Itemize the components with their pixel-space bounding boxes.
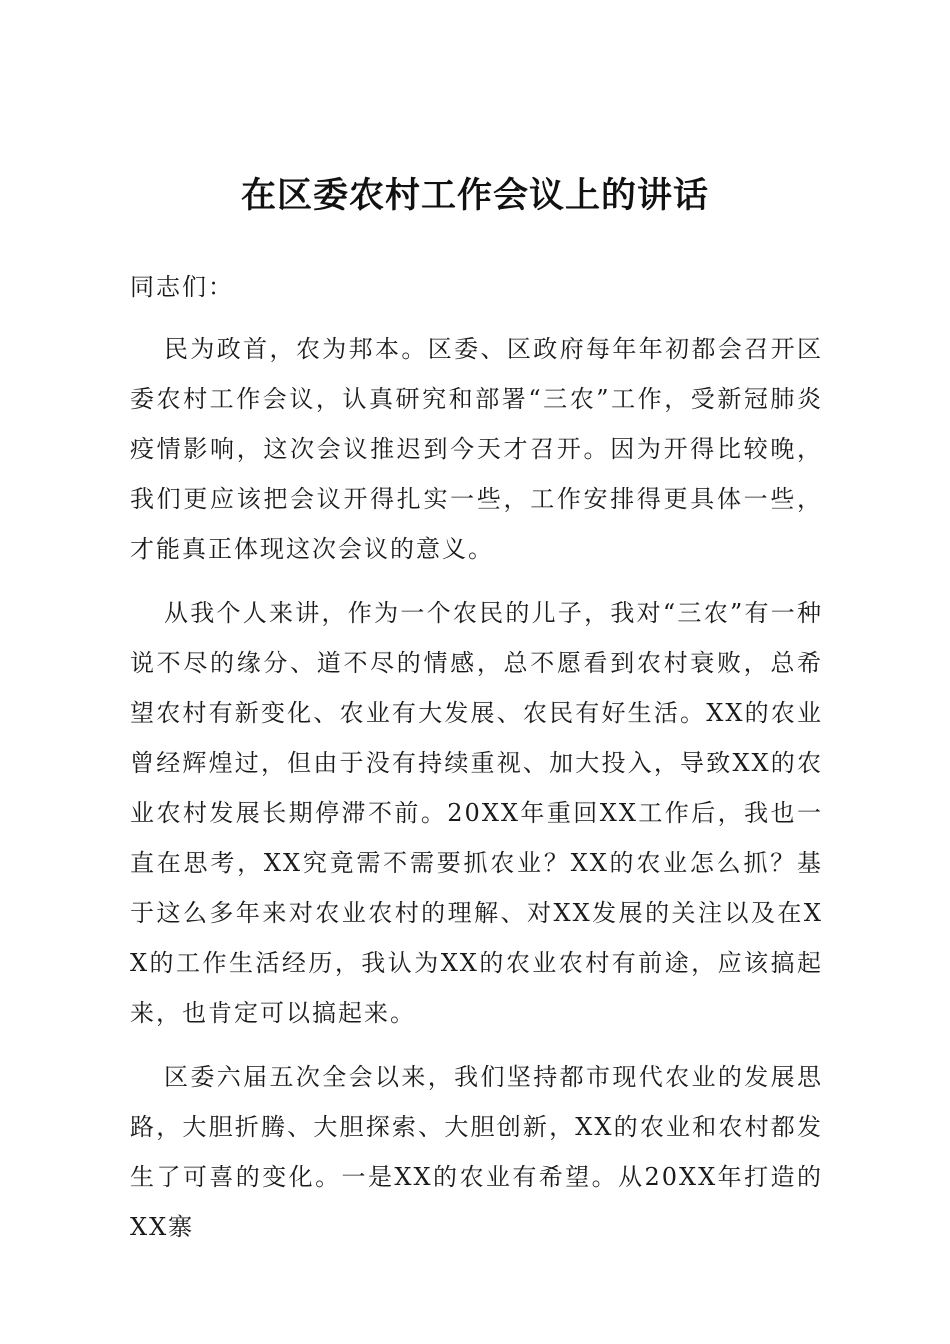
document-title: 在区委农村工作会议上的讲话 xyxy=(240,176,709,217)
paragraph-2: 从我个人来讲，作为一个农民的儿子，我对“三农”有一种说不尽的缘分、道不尽的情感，总不愿看到农村衰败，总希望农村有新变化、农业有大发展、农民有好生活。XX的农业曾经辉煌过，但由于没有持续重视、加大投入，导致XX的农业农村发展长期停滞不前。20XX年重回XX工作后，我也一直在思考，XX究竟需不需要抓农业？XX的农业怎么抓？基于这么多年来对农业农村的理解、对XX发展的关注以及在XX的工作生活经历，我认为XX的农业农村有前途，应该搞起来，也肯定可以搞起来。 xyxy=(130,599,823,1027)
document-body xyxy=(130,262,823,1266)
salutation: 同志们： xyxy=(130,273,234,301)
paragraph-3: 区委六届五次全会以来，我们坚持都市现代农业的发展思路，大胆折腾、大胆探索、大胆创新，XX的农业和农村都发生了可喜的变化。一是XX的农业有希望。从20XX年打造的XX寨 xyxy=(130,1063,823,1241)
paragraph-1: 民为政首，农为邦本。区委、区政府每年年初都会召开区委农村工作会议，认真研究和部署“三农”工作，受新冠肺炎疫情影响，这次会议推迟到今天才召开。因为开得比较晚，我们更应该把会议开得扎实一些，工作安排得更具体一些，才能真正体现这次会议的意义。 xyxy=(130,335,823,563)
